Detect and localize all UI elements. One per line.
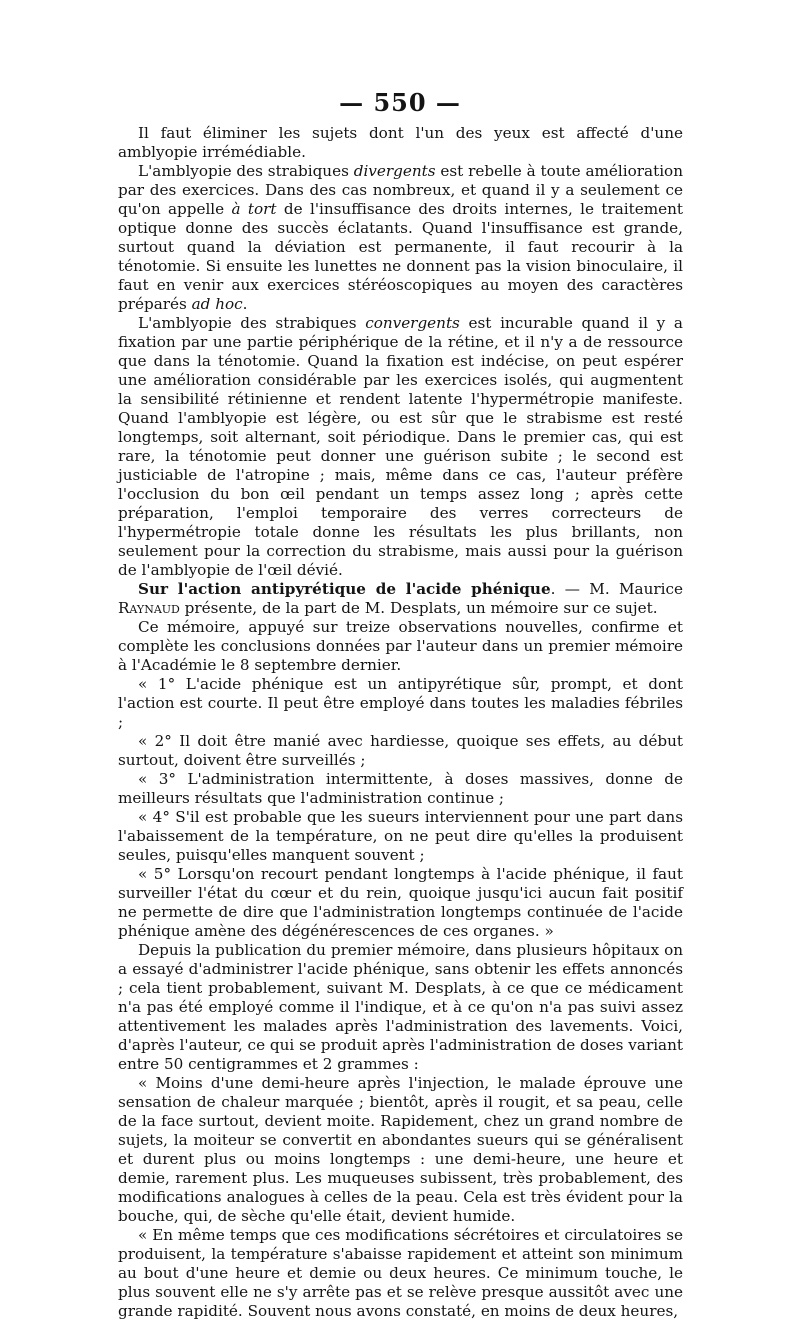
paragraph: « 3° L'administration intermittente, à doses massives, donne de meilleurs résultats que l'administration continue ;	[118, 770, 683, 807]
paragraph: Ce mémoire, appuyé sur treize observations nouvelles, confirme et complète les conclusions données par l'auteur dans un premier mémoire à l'Académie le 8 septembre dernier.	[118, 618, 683, 674]
paragraph: Depuis la publication du premier mémoire, dans plusieurs hôpitaux on a essayé d'administrer l'acide phénique, sans obtenir les effets annoncés ; cela tient probablement, suivant M. Desplats, à ce que ce médicament n'a pas été employé comme il l'indique, et à ce qu'on n'a pas suivi assez attentivement les malades après l'administration des lavements. Voici, d'après l'auteur, ce qui se produit après l'administration de doses variant entre 50 centigrammes et 2 grammes :	[118, 941, 683, 1073]
text-run: présente, de la part de M. Desplats, un mémoire sur ce sujet.	[179, 599, 658, 617]
paragraph	[118, 162, 683, 314]
text-run: est incurable quand il y a fixation par une partie périphérique de la rétine, et il n'y a de ressource que dans la ténotomie. Quand la fixation est indécise, on peut espérer une amélioration considérable par les exercices isolés, qui augmentent la sensibilité rétinienne et rendent latente l'hypermétropie manifeste. Quand l'amblyopie est légère, ou est sûr que le strabisme est resté longtemps, soit alternant, soit périodique. Dans le premier cas, qui est rare, la ténotomie peut donner une guérison subite ; le second est justiciable de l'atropine ; mais, même dans ce cas, l'auteur préfère l'occlusion du bon œil pendant un temps assez long ; après cette préparation, l'emploi temporaire des verres correcteurs de l'hypermétropie totale donne les résultats les plus brillants, non seulement pour la correction du strabisme, mais aussi pour la guérison de l'amblyopie de l'œil dévié.	[118, 314, 683, 579]
author-name: Raynaud	[118, 599, 180, 617]
paragraph: « En même temps que ces modifications sécrétoires et circulatoires se produisent, la température s'abaisse rapidement et atteint son minimum au bout d'une heure et demie ou deux heures. Ce minimum touche, le plus souvent elle ne s'y arrête pas et se relève presque aussitôt avec une grande rapidité. Souvent nous avons constaté, en moins de deux heures,	[118, 1226, 683, 1320]
emphasis: à tort	[231, 200, 277, 218]
text-run: L'amblyopie des strabiques	[138, 314, 366, 332]
paragraph: « 4° S'il est probable que les sueurs interviennent pour une part dans l'abaissement de la température, on ne peut dire qu'elles la produisent seules, puisqu'elles manquent souvent ;	[118, 808, 683, 864]
paragraph: « 5° Lorsqu'on recourt pendant longtemps à l'acide phénique, il faut surveiller l'état du cœur et du rein, quoique jusqu'ici aucun fait positif ne permette de dire que l'administration longtemps continuée de l'acide phénique amène des dégénérescences de ces organes. »	[118, 865, 683, 940]
emphasis: convergents	[365, 314, 460, 332]
page-number: — 550 —	[339, 88, 461, 117]
section-heading: Sur l'action antipyrétique de l'acide phénique	[138, 580, 551, 598]
paragraph: « 1° L'acide phénique est un antipyrétique sûr, prompt, et dont l'action est courte. Il peut être employé dans toutes les maladies fébriles ;	[118, 675, 683, 731]
paragraph	[118, 580, 683, 618]
paragraph: Il faut éliminer les sujets dont l'un des yeux est affecté d'une amblyopie irrémédiable.	[118, 124, 683, 161]
emphasis: divergents	[353, 162, 436, 180]
text-run: de l'insuffisance des droits internes, le traitement optique donne des succès éclatants. Quand l'insuffisance est grande, surtout quand la déviation est permanente, il faut recourir à la ténotomie. Si ensuite les lunettes ne donnent pas la vision binoculaire, il faut en venir aux exercices stéréoscopiques au moyen des caractères préparés	[118, 200, 684, 313]
paragraph: « Moins d'une demi-heure après l'injection, le malade éprouve une sensation de chaleur marquée ; bientôt, après il rougit, et sa peau, celle de la face surtout, devient moite. Rapidement, chez un grand nombre de sujets, la moiteur se convertit en abondantes sueurs qui se généralisent et durent plus ou moins longtemps : une demi-heure, une heure et demie, rarement plus. Les muqueuses subissent, très probablement, des modifications analogues à celles de la peau. Cela est très évident pour la bouche, qui, de sèche qu'elle était, devient humide.	[118, 1074, 683, 1225]
text-run: .	[242, 295, 248, 313]
body-text	[118, 124, 683, 1321]
text-run: . — M. Maurice	[550, 580, 683, 598]
text-run: est rebelle à toute amélioration par des exercices. Dans des cas nombreux, et quand il y a seulement ce qu'on appelle	[118, 162, 683, 218]
text-run: L'amblyopie des strabiques	[138, 162, 354, 180]
emphasis: ad hoc	[191, 295, 243, 313]
paragraph	[118, 314, 683, 580]
paragraph: « 2° Il doit être manié avec hardiesse, quoique ses effets, au début surtout, doivent être surveillés ;	[118, 732, 683, 769]
